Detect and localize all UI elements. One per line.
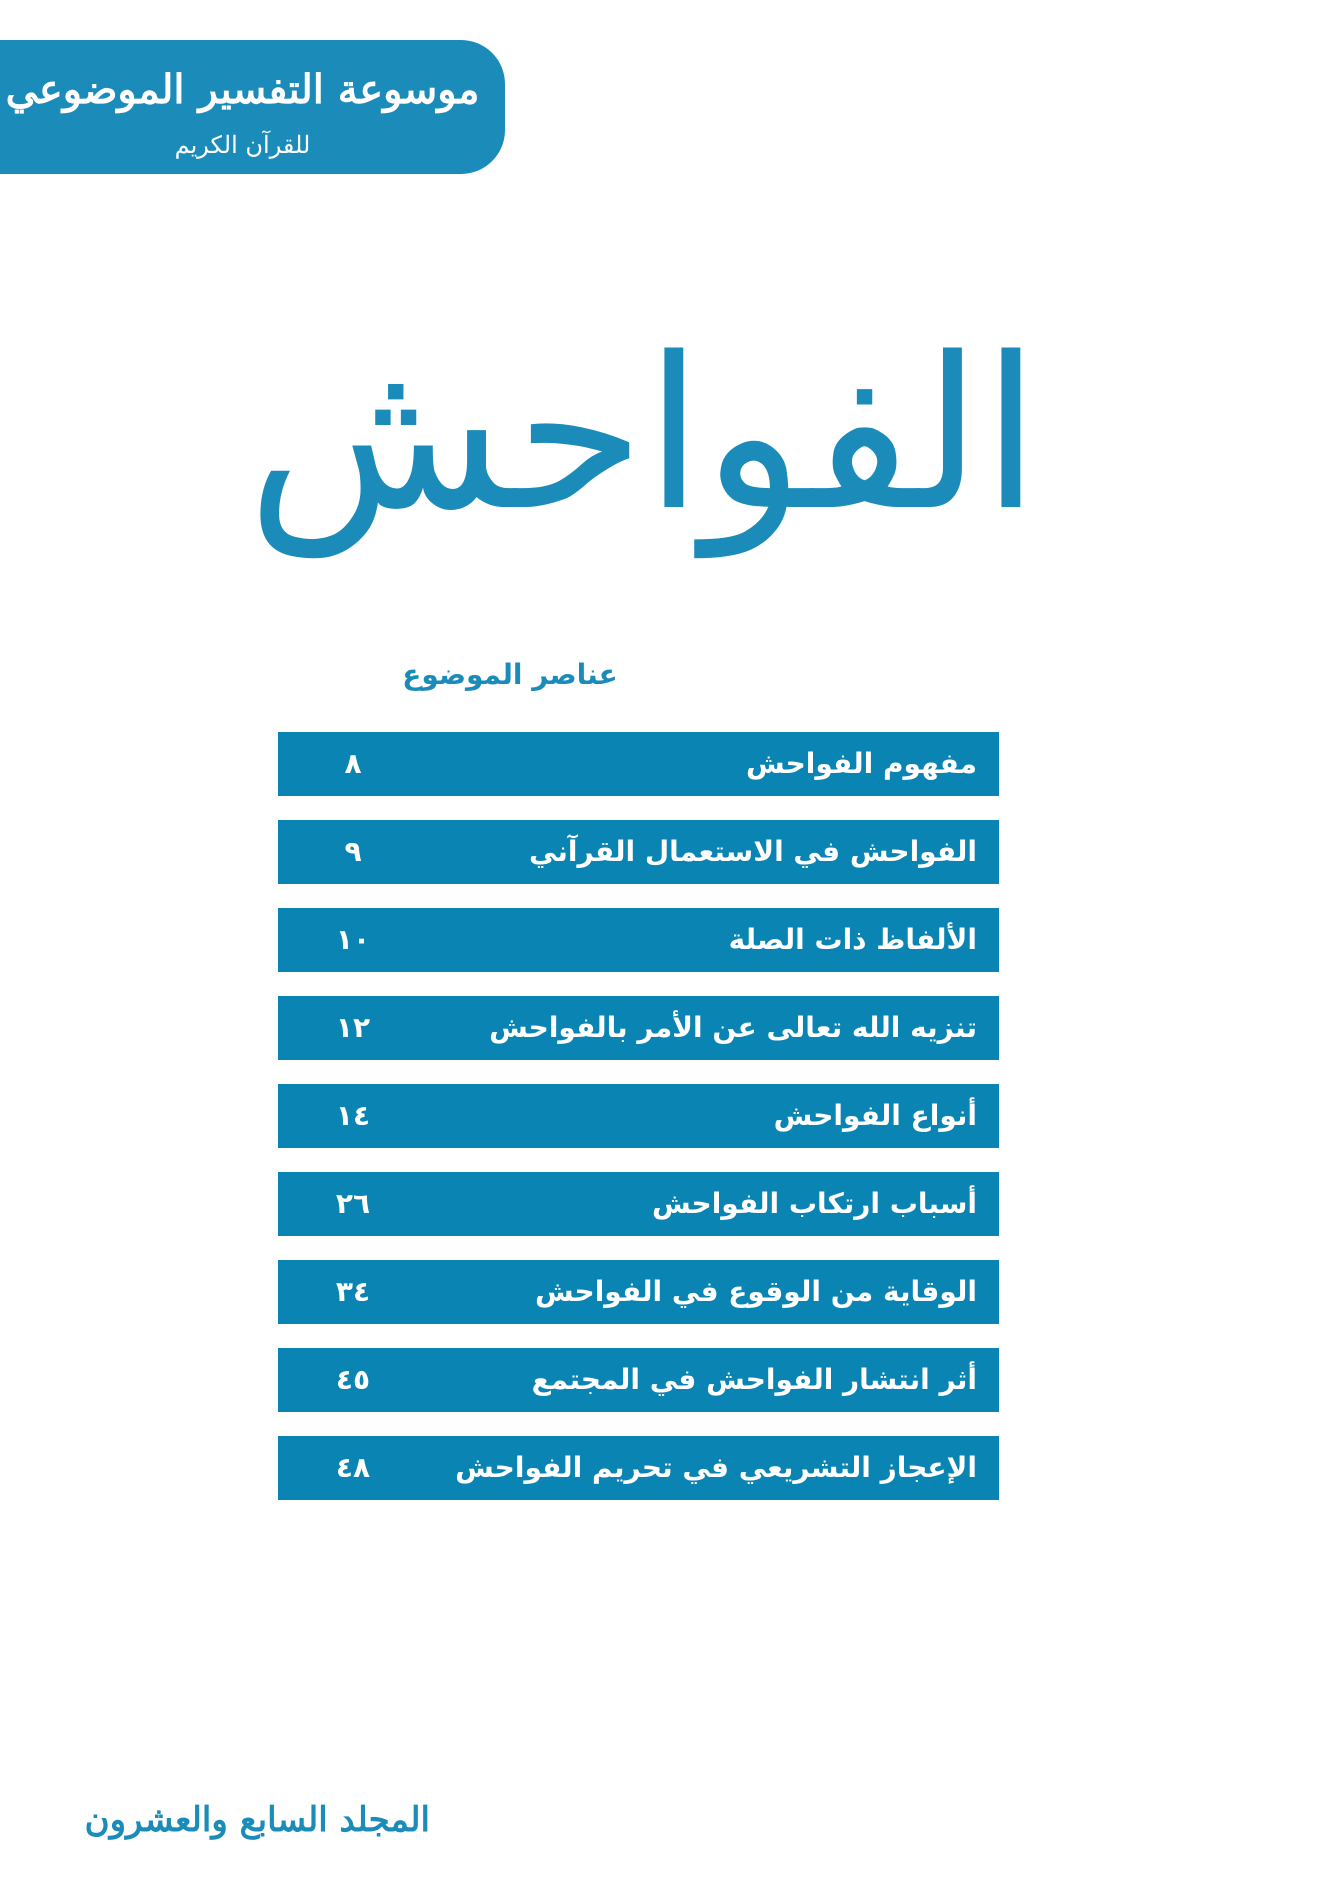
toc-item-label: تنزيه الله تعالى عن الأمر بالفواحش — [489, 1011, 977, 1044]
toc-item[interactable] — [278, 908, 999, 972]
series-subtitle: للقرآن الكريم — [174, 131, 311, 159]
toc-item[interactable] — [278, 1348, 999, 1412]
toc-item[interactable] — [278, 820, 999, 884]
toc-item-label: أنواع الفواحش — [773, 1099, 977, 1132]
toc-item-page: ٤٥ — [335, 1363, 371, 1396]
toc-item-label: أثر انتشار الفواحش في المجتمع — [531, 1363, 977, 1396]
toc-item[interactable] — [278, 1436, 999, 1500]
toc-item-label: الإعجاز التشريعي في تحريم الفواحش — [455, 1451, 977, 1484]
toc-item-label: مفهوم الفواحش — [746, 747, 977, 780]
toc-item[interactable] — [278, 996, 999, 1060]
toc-item-page: ٤٨ — [335, 1451, 371, 1484]
toc-item-page: ١٤ — [335, 1099, 371, 1132]
toc-item[interactable] — [278, 732, 999, 796]
toc-item-page: ٨ — [344, 747, 362, 780]
toc-item-page: ٢٦ — [335, 1187, 371, 1220]
volume-label: المجلد السابع والعشرون — [84, 1800, 430, 1840]
toc-item-page: ١٢ — [335, 1011, 371, 1044]
toc-item-page: ٣٤ — [335, 1275, 371, 1308]
toc-item[interactable] — [278, 1084, 999, 1148]
toc-item-label: الوقاية من الوقوع في الفواحش — [534, 1275, 977, 1308]
toc-item-page: ١٠ — [335, 923, 371, 956]
toc-item-page: ٩ — [344, 835, 362, 868]
toc-item-label: الألفاظ ذات الصلة — [728, 923, 977, 956]
toc-item[interactable] — [278, 1172, 999, 1236]
series-title: موسوعة التفسير الموضوعي — [5, 66, 480, 113]
series-banner — [0, 40, 505, 174]
toc-item-label: أسباب ارتكاب الفواحش — [651, 1187, 977, 1220]
toc-heading: عناصر الموضوع — [402, 658, 618, 691]
toc-list — [278, 732, 999, 1524]
page-title: الفواحش — [247, 312, 1040, 557]
toc-item[interactable] — [278, 1260, 999, 1324]
toc-item-label: الفواحش في الاستعمال القرآني — [529, 835, 977, 868]
